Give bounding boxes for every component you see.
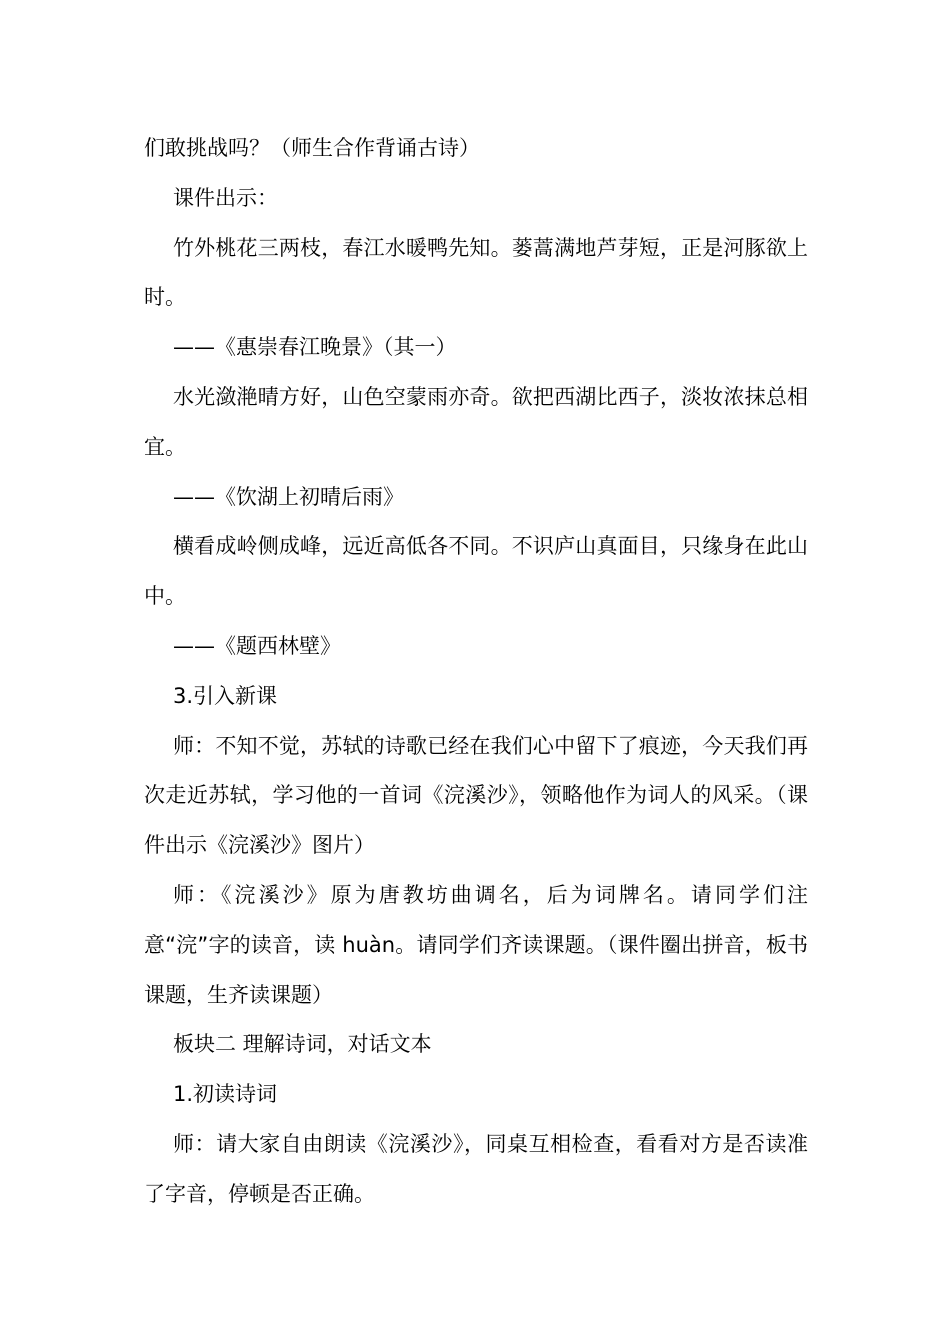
paragraph-teacher-reading: 师：请大家自由朗读《浣溪沙》，同桌互相检查，看看对方是否读准了字音，停顿是否正确。	[144, 1131, 808, 1206]
poem-title-yinhu: ——《饮湖上初晴后雨》	[173, 484, 404, 509]
section-heading-block-two: 板块二 理解诗词，对话文本	[173, 1032, 432, 1057]
paragraph-continuation: 们敢挑战吗？（师生合作背诵古诗）	[144, 136, 480, 160]
section-heading-new-lesson: 3.引入新课	[173, 683, 278, 708]
paragraph-teacher-title: 师：《浣溪沙》原为唐教坊曲调名，后为词牌名。请同学们注意“浣”字的读音，读 huàn。请同学们齐读课题。（课件圈出拼音，板书课题，生齐读课题）	[144, 882, 808, 1007]
poem-title-xilinbi: ——《题西林壁》	[173, 633, 341, 658]
poem-xilinbi: 横看成岭侧成峰，远近高低各不同。不识庐山真面目，只缘身在此山中。	[144, 534, 808, 609]
poem-yinhu: 水光潋滟晴方好，山色空蒙雨亦奇。欲把西湖比西子，淡妆浓抹总相宜。	[144, 384, 808, 459]
section-heading-first-reading: 1.初读诗词	[173, 1082, 278, 1107]
document-body	[144, 124, 808, 1220]
paragraph-courseware-label: 课件出示：	[173, 185, 278, 210]
paragraph-teacher-intro: 师：不知不觉，苏轼的诗歌已经在我们心中留下了痕迹，今天我们再次走近苏轼，学习他的一首词《浣溪沙》，领略他作为词人的风采。（课件出示《浣溪沙》图片）	[144, 733, 808, 858]
poem-huichong: 竹外桃花三两枝，春江水暖鸭先知。蒌蒿满地芦芽短，正是河豚欲上时。	[144, 235, 808, 310]
poem-title-huichong: ——《惠崇春江晚景》（其一）	[173, 335, 457, 360]
